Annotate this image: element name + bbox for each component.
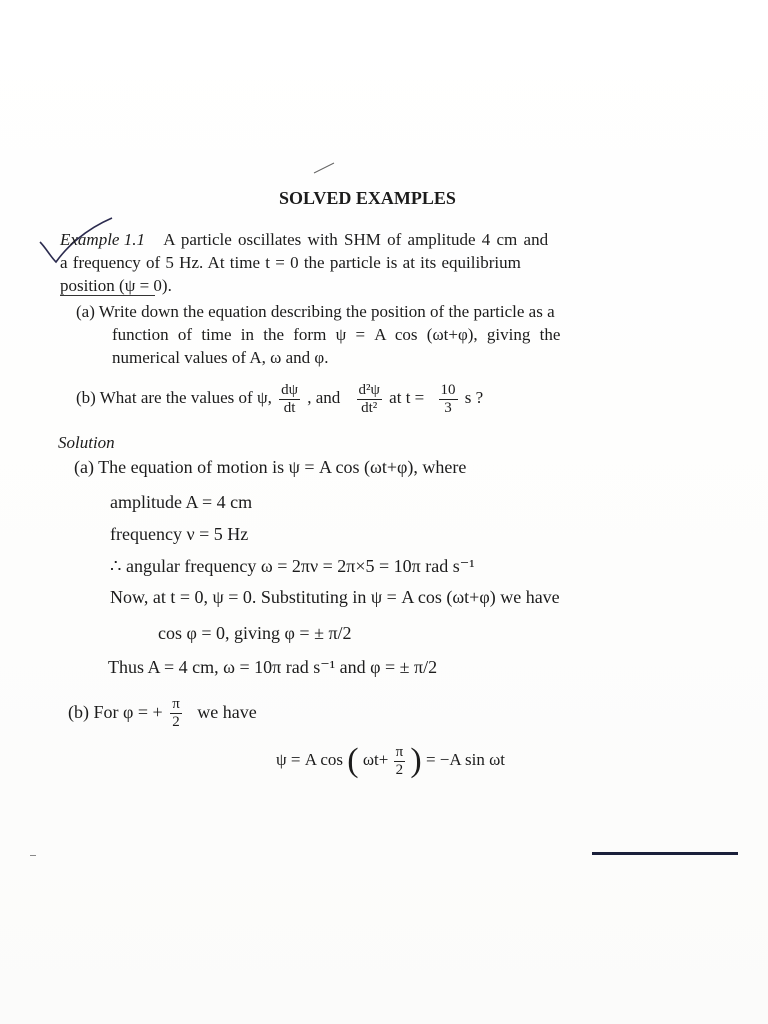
part-a-line-1: (a) Write down the equation describing the position of the particle as a <box>76 302 555 321</box>
frac-den: 2 <box>170 713 182 731</box>
solution-title: Solution <box>58 433 115 452</box>
frac-num: 10 <box>440 381 456 398</box>
example-text-1: A particle oscillates with SHM of amplitude 4 cm and <box>163 230 549 249</box>
equation-rhs: = −A sin ωt <box>425 750 505 769</box>
frac-den: 3 <box>439 399 458 417</box>
solution-b-post: we have <box>197 702 257 722</box>
fraction-pi-2-inner <box>394 744 406 779</box>
pen-mark-icon <box>312 160 336 176</box>
fraction-dpsi-dt <box>279 382 300 417</box>
example-line-1 <box>60 229 548 251</box>
solution-line-1: (a) The equation of motion is ψ = A cos (ωt+φ), where <box>74 457 467 477</box>
frac-num: dψ <box>281 381 298 398</box>
pen-underline <box>60 295 155 296</box>
solution-b-prefix: (b) For φ = + <box>68 702 163 722</box>
solution-line-4: ∴ angular frequency ω = 2πν = 2π×5 = 10π rad s⁻¹ <box>110 556 475 576</box>
frac-num: π <box>172 696 180 713</box>
equation-inner: ωt+ <box>362 750 389 769</box>
final-equation <box>276 738 505 782</box>
part-a-line-3: numerical values of A, ω and φ. <box>112 348 329 367</box>
part-b-and: , and <box>307 388 341 407</box>
page-heading: SOLVED EXAMPLES <box>279 188 456 208</box>
part-b-end: s ? <box>464 388 484 407</box>
right-paren: ) <box>410 742 422 780</box>
frac-den: dt² <box>357 399 382 417</box>
frac-num: d²ψ <box>358 381 380 398</box>
equation-lhs: ψ = A cos <box>276 750 343 769</box>
frac-den: 2 <box>394 761 406 779</box>
solution-b-line <box>68 692 257 732</box>
fraction-pi-2 <box>170 696 182 731</box>
part-b-at: at t = <box>389 388 425 407</box>
solution-line-3: frequency ν = 5 Hz <box>110 524 249 544</box>
part-b-prefix: (b) What are the values of ψ, <box>76 388 272 407</box>
solution-line-5: Now, at t = 0, ψ = 0. Substituting in ψ = A cos (ωt+φ) we have <box>110 587 560 607</box>
solution-line-7: Thus A = 4 cm, ω = 10π rad s⁻¹ and φ = ± π/2 <box>108 657 438 677</box>
bottom-rule <box>592 852 738 855</box>
bottom-rule-faint <box>30 855 36 856</box>
example-label: Example 1.1 <box>60 230 145 249</box>
solution-line-2: amplitude A = 4 cm <box>110 492 253 512</box>
part-b-line <box>76 378 483 418</box>
fraction-10-3 <box>439 382 458 417</box>
left-paren: ( <box>347 742 359 780</box>
fraction-d2psi-dt2 <box>357 382 382 417</box>
solution-line-6: cos φ = 0, giving φ = ± π/2 <box>158 623 352 643</box>
example-line-3: position (ψ = 0). <box>60 276 172 295</box>
part-a-line-2: function of time in the form ψ = A cos (ωt+φ), giving the <box>112 325 561 344</box>
example-line-2: a frequency of 5 Hz. At time t = 0 the particle is at its equilibrium <box>60 253 521 272</box>
frac-num: π <box>395 743 404 760</box>
frac-den: dt <box>279 399 300 417</box>
